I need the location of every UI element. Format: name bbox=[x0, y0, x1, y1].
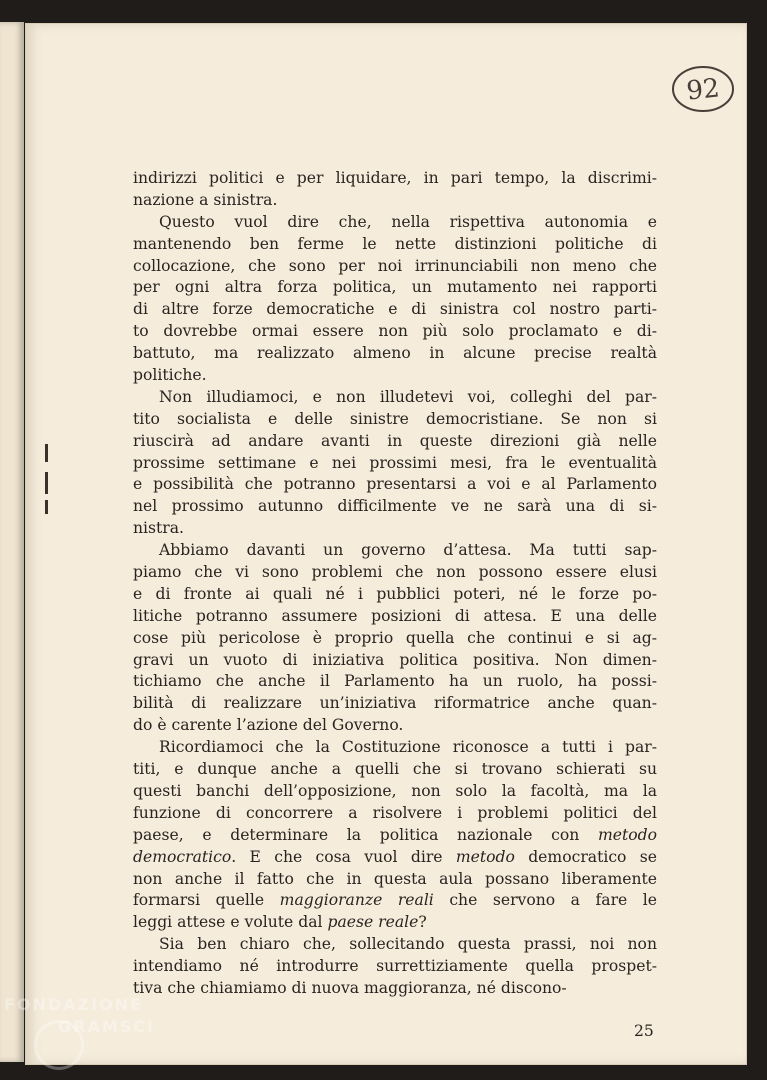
text-line: non anche il fatto che in questa aula possano liberamente bbox=[133, 869, 657, 888]
text-line: indirizzi politici e per liquidare, in pari tempo, la discrimi- bbox=[133, 169, 657, 187]
text-line: politiche. bbox=[133, 366, 207, 385]
text-line: prossime settimane e nei prossimi mesi, fra le eventualità bbox=[133, 453, 657, 472]
text-line: e di fronte ai quali né i pubblici poteri, né le forze po- bbox=[133, 584, 657, 603]
text-line: e possibilità che potranno presentarsi a voi e al Parlamento bbox=[133, 475, 657, 494]
text-line: bilità di realizzare un’iniziativa riformatrice anche quan- bbox=[133, 694, 657, 713]
text-line: riuscirà ad andare avanti in queste direzioni già nelle bbox=[133, 431, 657, 450]
text-line: tito socialista e delle sinistre democristiane. Se non si bbox=[133, 409, 657, 428]
margin-marks bbox=[45, 444, 49, 514]
text-line: collocazione, che sono per noi irrinunciabili non meno che bbox=[133, 256, 657, 275]
text-line: mantenendo ben ferme le nette distinzioni politiche di bbox=[133, 234, 657, 253]
text-line: leggi attese e volute dal paese reale? bbox=[133, 913, 427, 932]
text-line: paese, e determinare la politica nazionale con metodo bbox=[133, 825, 657, 844]
text-line: intendiamo né introdurre surrettiziamente quella prospet- bbox=[133, 957, 657, 976]
text-line: Ricordiamoci che la Costituzione riconosce a tutti i par- bbox=[159, 738, 657, 757]
previous-page-edge bbox=[0, 22, 24, 1062]
watermark-logo: FONDAZIONE GRAMSCI bbox=[4, 994, 204, 1074]
text-line: piamo che vi sono problemi che non possono essere elusi bbox=[133, 563, 657, 582]
text-line: cose più pericolose è proprio quella che continui e si ag- bbox=[133, 628, 657, 647]
text-line: nistra. bbox=[133, 519, 185, 538]
text-line: democratico. E che cosa vuol dire metodo democratico se bbox=[133, 847, 657, 866]
text-line: nazione a sinistra. bbox=[133, 190, 278, 209]
text-line: tichiamo che anche il Parlamento ha un ruolo, ha possi- bbox=[133, 672, 657, 691]
text-line: litiche potranno assumere posizioni di attesa. E una delle bbox=[133, 606, 657, 625]
text-line: tiva che chiamiamo di nuova maggioranza, né discono- bbox=[133, 978, 567, 997]
text-line: Sia ben chiaro che, sollecitando questa prassi, noi non bbox=[159, 935, 657, 954]
text-line: Abbiamo davanti un governo d’attesa. Ma tutti sap- bbox=[159, 541, 657, 560]
text-line: Non illudiamoci, e non illudetevi voi, colleghi del par- bbox=[159, 387, 657, 406]
text-line: funzione di concorrere a risolvere i problemi politici del bbox=[133, 803, 657, 822]
text-line: di altre forze democratiche e di sinistra col nostro parti- bbox=[133, 300, 657, 319]
text-line: per ogni altra forza politica, un mutamento nei rapporti bbox=[133, 278, 657, 297]
text-line: battuto, ma realizzato almeno in alcune precise realtà bbox=[133, 344, 657, 363]
text-line: formarsi quelle maggioranze reali che servono a fare le bbox=[133, 891, 657, 910]
text-line: do è carente l’azione del Governo. bbox=[133, 716, 404, 735]
text-line: Questo vuol dire che, nella rispettiva autonomia e bbox=[159, 212, 657, 231]
page-number: 25 bbox=[634, 1022, 654, 1040]
text-line: gravi un vuoto di iniziativa politica positiva. Non dimen- bbox=[133, 650, 657, 669]
svg-text:92: 92 bbox=[685, 73, 722, 107]
text-line: questi banchi dell’opposizione, non solo la facoltà, ma la bbox=[133, 781, 657, 800]
text-line: nel prossimo autunno difficilmente ve ne sarà una di si- bbox=[133, 497, 657, 516]
document-page bbox=[26, 24, 746, 1064]
text-line: to dovrebbe ormai essere non più solo proclamato e di- bbox=[133, 322, 657, 341]
text-line: titi, e dunque anche a quelli che si trovano schierati su bbox=[133, 760, 657, 779]
handwritten-page-number bbox=[670, 64, 736, 114]
body-text bbox=[133, 168, 657, 1000]
